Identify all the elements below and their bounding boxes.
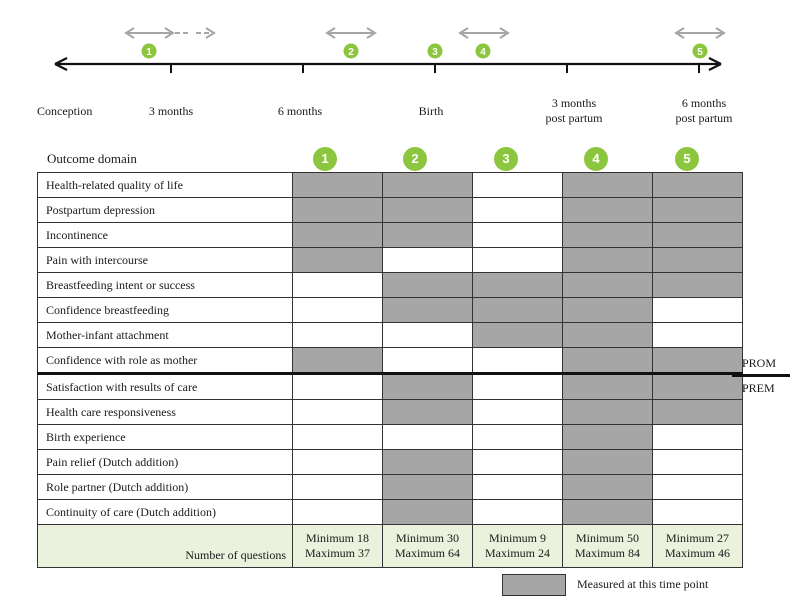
- column-marker-1: 1: [313, 147, 337, 171]
- empty-cell: [293, 500, 383, 525]
- empty-cell: [473, 348, 563, 374]
- measured-cell: [383, 173, 473, 198]
- svg-text:2: 2: [348, 47, 354, 58]
- measured-cell: [383, 475, 473, 500]
- table-row: [38, 223, 743, 248]
- label-3-months-pp: [534, 96, 614, 126]
- label-6-months-pp-line2: post partum: [675, 111, 733, 125]
- empty-cell: [383, 348, 473, 374]
- empty-cell: [473, 475, 563, 500]
- table-row: [38, 374, 743, 400]
- questions-min: Minimum 30: [395, 531, 459, 545]
- measured-cell: [563, 173, 653, 198]
- measured-cell: [653, 173, 743, 198]
- empty-cell: [473, 450, 563, 475]
- row-label: Confidence breastfeeding: [38, 298, 293, 323]
- measured-cell: [293, 348, 383, 374]
- empty-cell: [473, 223, 563, 248]
- timeline-marker-4: [476, 44, 491, 59]
- empty-cell: [383, 425, 473, 450]
- measured-cell: [473, 298, 563, 323]
- measured-cell: [563, 348, 653, 374]
- measured-cell: [563, 425, 653, 450]
- empty-cell: [473, 198, 563, 223]
- empty-cell: [653, 450, 743, 475]
- measured-cell: [293, 223, 383, 248]
- row-label: Health care responsiveness: [38, 400, 293, 425]
- svg-text:1: 1: [146, 47, 152, 58]
- legend-label: Measured at this time point: [577, 577, 709, 591]
- empty-cell: [293, 450, 383, 475]
- questions-cell: [563, 525, 653, 568]
- row-label: Mother-infant attachment: [38, 323, 293, 348]
- empty-cell: [293, 298, 383, 323]
- svg-text:4: 4: [480, 47, 486, 58]
- legend-swatch: [502, 574, 566, 596]
- empty-cell: [473, 425, 563, 450]
- svg-text:3: 3: [432, 47, 438, 58]
- table-row: [38, 273, 743, 298]
- column-marker-2: 2: [403, 147, 427, 171]
- measured-cell: [653, 400, 743, 425]
- measured-cell: [563, 223, 653, 248]
- empty-cell: [653, 475, 743, 500]
- measured-cell: [383, 400, 473, 425]
- label-6-months-pp: [664, 96, 744, 126]
- row-label: Postpartum depression: [38, 198, 293, 223]
- questions-min: Minimum 27: [665, 531, 729, 545]
- outcome-table: [37, 172, 743, 568]
- empty-cell: [293, 400, 383, 425]
- empty-cell: [473, 374, 563, 400]
- outcome-domain-header: Outcome domain: [47, 151, 137, 166]
- table-row: [38, 248, 743, 273]
- table-row: [38, 425, 743, 450]
- measured-cell: [653, 198, 743, 223]
- questions-cell: [383, 525, 473, 568]
- empty-cell: [653, 298, 743, 323]
- table-row: [38, 198, 743, 223]
- table-row: [38, 348, 743, 374]
- measured-cell: [293, 198, 383, 223]
- measured-cell: [563, 298, 653, 323]
- row-label: Confidence with role as mother: [38, 348, 293, 374]
- measured-cell: [563, 198, 653, 223]
- timeline-marker-1: [142, 44, 157, 59]
- label-3-months-pp-line2: post partum: [545, 111, 603, 125]
- label-6-months-pp-line1: 6 months: [681, 96, 727, 110]
- empty-cell: [473, 400, 563, 425]
- measured-cell: [563, 374, 653, 400]
- row-label: Incontinence: [38, 223, 293, 248]
- measured-cell: [383, 500, 473, 525]
- label-3-months-pp-line1: 3 months: [551, 96, 597, 110]
- row-label: Birth experience: [38, 425, 293, 450]
- svg-text:5: 5: [697, 47, 703, 58]
- column-marker-3: 3: [494, 147, 518, 171]
- measured-cell: [563, 323, 653, 348]
- row-label: Role partner (Dutch addition): [38, 475, 293, 500]
- measured-cell: [383, 298, 473, 323]
- timeline-marker-3: [428, 44, 443, 59]
- questions-max: Maximum 46: [665, 546, 730, 560]
- empty-cell: [383, 323, 473, 348]
- measured-cell: [563, 400, 653, 425]
- questions-row: [38, 525, 743, 568]
- measured-cell: [383, 198, 473, 223]
- empty-cell: [293, 273, 383, 298]
- measured-cell: [653, 348, 743, 374]
- table-row: [38, 298, 743, 323]
- empty-cell: [653, 323, 743, 348]
- measured-cell: [563, 450, 653, 475]
- empty-cell: [473, 173, 563, 198]
- label-3-months: 3 months: [148, 104, 194, 118]
- measured-cell: [473, 323, 563, 348]
- empty-cell: [473, 248, 563, 273]
- label-6-months: 6 months: [277, 104, 323, 118]
- column-marker-5: 5: [675, 147, 699, 171]
- questions-cell: [653, 525, 743, 568]
- empty-cell: [293, 374, 383, 400]
- empty-cell: [383, 248, 473, 273]
- measured-cell: [653, 273, 743, 298]
- table-row: [38, 450, 743, 475]
- measured-cell: [383, 223, 473, 248]
- measured-cell: [383, 273, 473, 298]
- prom-label: PROM: [742, 356, 777, 370]
- table-row: [38, 500, 743, 525]
- empty-cell: [293, 425, 383, 450]
- row-label: Health-related quality of life: [38, 173, 293, 198]
- label-conception: Conception: [37, 104, 93, 118]
- questions-max: Maximum 84: [575, 546, 640, 560]
- questions-cell: [293, 525, 383, 568]
- prom-prem-divider: [732, 374, 790, 377]
- empty-cell: [293, 475, 383, 500]
- table-row: [38, 173, 743, 198]
- measured-cell: [563, 500, 653, 525]
- measured-cell: [293, 173, 383, 198]
- table-row: [38, 400, 743, 425]
- measured-cell: [383, 450, 473, 475]
- questions-max: Maximum 37: [305, 546, 370, 560]
- row-label: Continuity of care (Dutch addition): [38, 500, 293, 525]
- measured-cell: [653, 223, 743, 248]
- row-label: Pain relief (Dutch addition): [38, 450, 293, 475]
- table-row: [38, 323, 743, 348]
- timeline-marker-2: [344, 44, 359, 59]
- column-marker-4: 4: [584, 147, 608, 171]
- questions-max: Maximum 24: [485, 546, 550, 560]
- row-label: Satisfaction with results of care: [38, 374, 293, 400]
- measured-cell: [563, 475, 653, 500]
- measured-cell: [473, 273, 563, 298]
- questions-min: Minimum 18: [305, 531, 369, 545]
- table-row: [38, 475, 743, 500]
- questions-cell: [473, 525, 563, 568]
- label-birth: Birth: [418, 104, 444, 118]
- measured-cell: [563, 248, 653, 273]
- measured-cell: [653, 248, 743, 273]
- questions-max: Maximum 64: [395, 546, 460, 560]
- measurement-window-arrows: [126, 28, 724, 38]
- empty-cell: [653, 425, 743, 450]
- questions-min: Minimum 9: [488, 531, 546, 545]
- questions-min: Minimum 50: [575, 531, 639, 545]
- measured-cell: [563, 273, 653, 298]
- empty-cell: [473, 500, 563, 525]
- measured-cell: [653, 374, 743, 400]
- measured-cell: [383, 374, 473, 400]
- empty-cell: [293, 323, 383, 348]
- prem-label: PREM: [742, 381, 775, 395]
- row-label: Pain with intercourse: [38, 248, 293, 273]
- measured-cell: [293, 248, 383, 273]
- row-label: Breastfeeding intent or success: [38, 273, 293, 298]
- empty-cell: [653, 500, 743, 525]
- questions-label: Number of questions: [38, 525, 293, 568]
- timeline-marker-5: [693, 44, 708, 59]
